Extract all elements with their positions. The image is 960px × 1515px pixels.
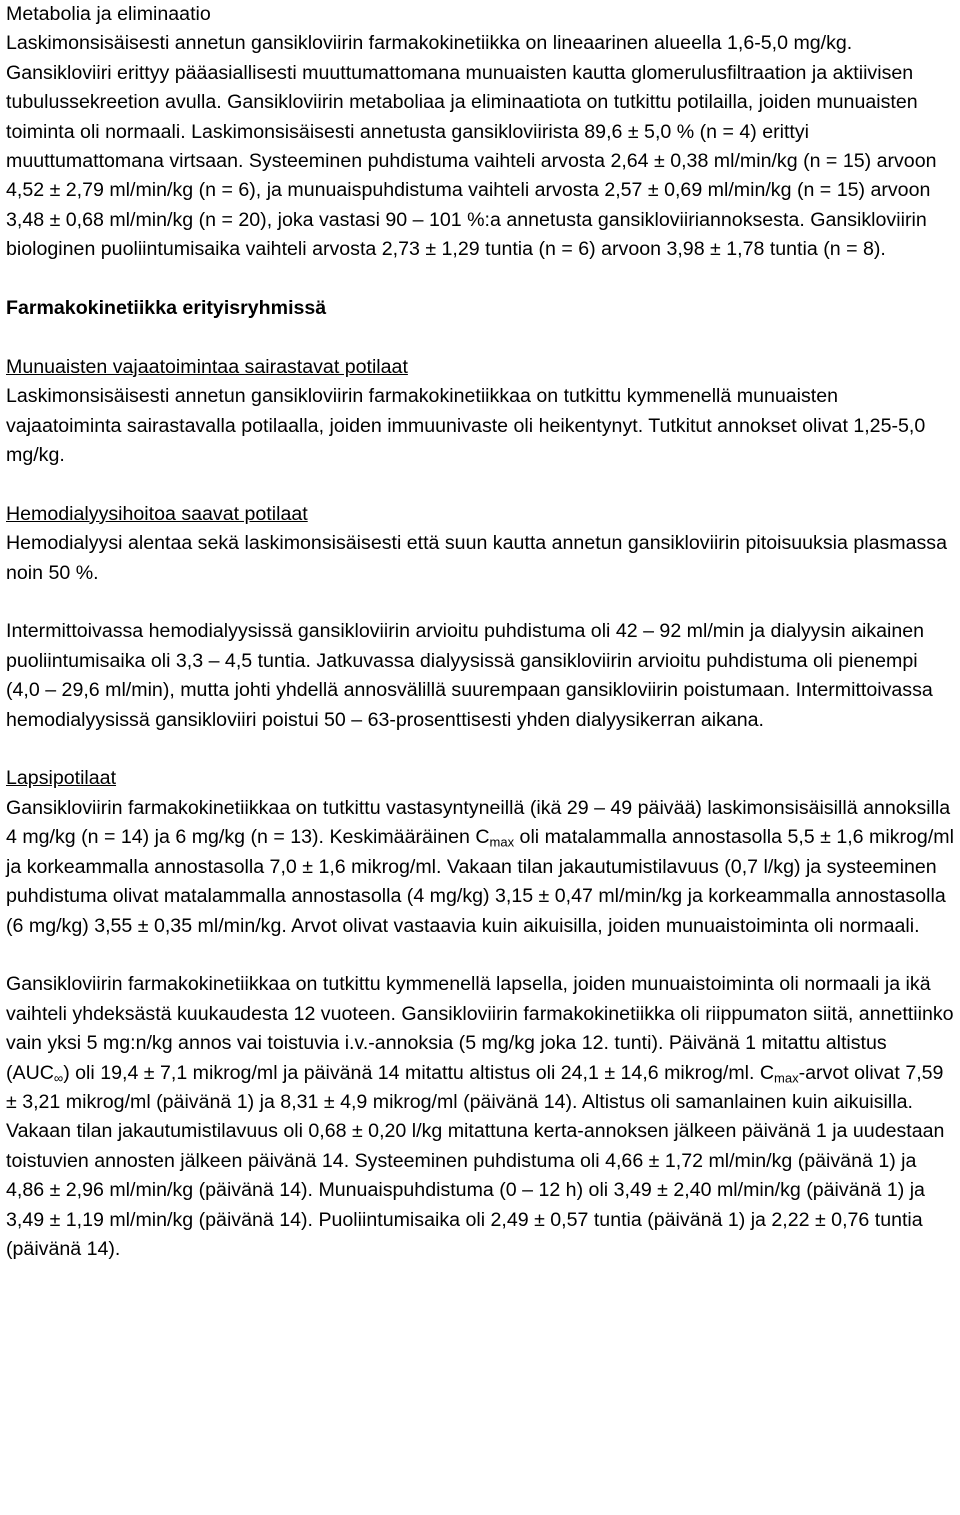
metabolism-paragraph: Laskimonsisäisesti annetun gansikloviirin farmakokinetiikka on lineaarinen alueella 1,6-5,0 mg/kg. Gansikloviiri erittyy pääasiallisesti muuttumattomana munuaisten kautta glomerulusfiltraation ja aktiivisen tubulussekreetion avulla. Gansikloviirin metaboliaa ja eliminaatiota on tutkittu potilailla, joiden munuaisten toiminta oli normaali. Laskimonsisäisesti annetusta gansikloviirista 89,6 ± 5,0 % (n = 4) erittyi muuttumattomana virtsaan. Systeeminen puhdistuma vaihteli arvosta 2,64 ± 0,38 ml/min/kg (n = 15) arvoon 4,52 ± 2,79 ml/min/kg (n = 6), ja munuaispuhdistuma vaihteli arvosta 2,57 ± 0,69 ml/min/kg (n = 15) arvoon 3,48 ± 0,68 ml/min/kg (n = 20), joka vastasi 90 – 101 %:a annetusta gansikloviiriannoksesta. Gansikloviirin biologinen puoliintumisaika vaihteli arvosta 2,73 ± 1,29 tuntia (n = 6) arvoon 3,98 ± 1,78 tuntia (n = 8). [6, 32, 937, 261]
auc-infinity-subscript: ∞ [53, 1069, 64, 1085]
renal-impairment-paragraph: Laskimonsisäisesti annetun gansikloviirin farmakokinetiikkaa on tutkittu kymmenellä munuaisten vajaatoiminta sairastavalla potilaalla, joiden immuunivaste oli heikentynyt. Tutkitut annokset olivat 1,25-5,0 mg/kg. [6, 385, 926, 467]
cmax-subscript: max [774, 1069, 799, 1085]
spacer [6, 470, 954, 499]
spacer [6, 265, 954, 294]
spacer [6, 735, 954, 764]
spacer [6, 323, 954, 352]
section-title: Metabolia ja eliminaatio [6, 3, 211, 25]
special-populations-heading: Farmakokinetiikka erityisryhmissä [6, 297, 327, 320]
pediatric-paragraph-1 [6, 794, 954, 941]
spacer [6, 941, 954, 970]
pediatric-p1-text-a: Gansikloviirin farmakokinetiikkaa on tutkittu vastasyntyneillä (ikä 29 – 49 päivää) laskimonsisäisillä annoksilla 4 mg/kg (n = 14) ja 6 mg/kg (n = 13). Keskimääräinen C [6, 796, 951, 849]
pediatric-heading: Lapsipotilaat [6, 767, 117, 790]
spacer [6, 588, 954, 617]
pediatric-p2-text-b: ) oli 19,4 ± 7,1 mikrog/ml ja päivänä 14 mitattu altistus oli 24,1 ± 14,6 mikrog/ml. C [63, 1061, 775, 1084]
pediatric-p1-text-b: oli matalammalla annostasolla 5,5 ± 1,6 mikrog/ml ja korkeammalla annostasolla 7,0 ± 1,6 mikrog/ml. Vakaan tilan jakautumistilavuus (0,7 l/kg) ja systeeminen puhdistuma olivat matalammalla annostasolla (4 mg/kg) 3,15 ± 0,47 ml/min/kg ja korkeammalla annostasolla (6 mg/kg) 3,55 ± 0,35 ml/min/kg. Arvot olivat vastaavia kuin aikuisilla, joiden munuaistoiminta oli normaali. [6, 826, 954, 937]
pediatric-paragraph-2 [6, 970, 954, 1264]
hemodialysis-heading: Hemodialyysihoitoa saavat potilaat [6, 502, 308, 525]
pediatric-p2-text-a: Gansikloviirin farmakokinetiikkaa on tutkittu kymmenellä lapsella, joiden munuaistoiminta oli normaali ja ikä vaihteli yhdeksästä kuukaudesta 12 vuoteen. Gansikloviirin farmakokinetiikka oli riippumaton siitä, annettiinko vain yksi 5 mg:n/kg annos vai toistuvia i.v.-annoksia (5 mg/kg joka 12. tunti). Päivänä 1 mitattu altistus (AUC [6, 973, 954, 1084]
pediatric-p2-text-c: -arvot olivat 7,59 ± 3,21 mikrog/ml (päivänä 1) ja 8,31 ± 4,9 mikrog/ml (päivänä 14). Altistus oli samanlainen kuin aikuisilla. Vakaan tilan jakautumistilavuus oli 0,68 ± 0,20 l/kg mitattuna kerta-annoksen jälkeen päivänä 1 ja uudestaan toistuvien annosten jälkeen päivänä 14. Systeeminen puhdistuma oli 4,66 ± 1,72 ml/min/kg (päivänä 1) ja 4,86 ± 2,96 ml/min/kg (päivänä 14). Munuaispuhdistuma (0 – 12 h) oli 3,49 ± 2,40 ml/min/kg (päivänä 1) ja 3,49 ± 1,19 ml/min/kg (päivänä 14). Puoliintumisaika oli 2,49 ± 0,57 tuntia (päivänä 1) ja 2,22 ± 0,76 tuntia (päivänä 14). [6, 1061, 945, 1260]
hemodialysis-paragraph-1: Hemodialyysi alentaa sekä laskimonsisäisesti että suun kautta annetun gansikloviirin pitoisuuksia plasmassa noin 50 %. [6, 532, 947, 584]
hemodialysis-paragraph-2: Intermittoivassa hemodialyysissä gansikloviirin arvioitu puhdistuma oli 42 – 92 ml/min ja dialyysin aikainen puoliintumisaika oli 3,3 – 4,5 tuntia. Jatkuvassa dialyysissä gansikloviirin arvioitu puhdistuma oli pienempi (4,0 – 29,6 ml/min), mutta johti yhdellä annosvälillä suurempaan gansikloviirin poistumaan. Intermittoivassa hemodialyysissä gansikloviiri poistui 50 – 63-prosenttisesti yhden dialyysikerran aikana. [6, 620, 933, 731]
cmax-subscript: max [489, 834, 515, 850]
renal-impairment-heading: Munuaisten vajaatoimintaa sairastavat potilaat [6, 355, 408, 378]
